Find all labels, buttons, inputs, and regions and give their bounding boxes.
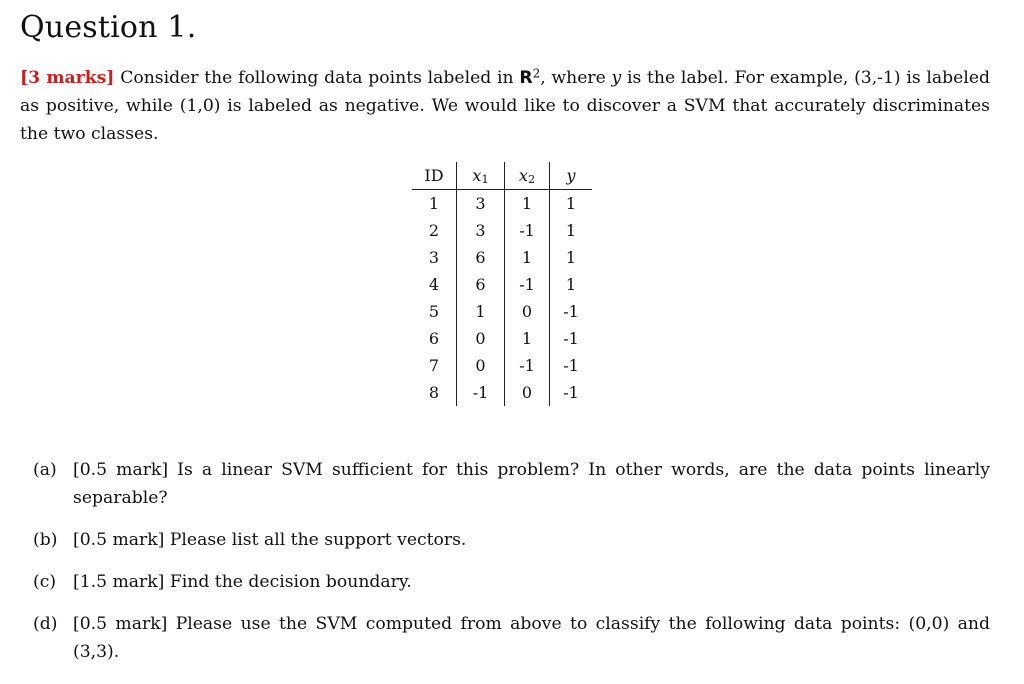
cell-x2: 1	[505, 244, 550, 271]
cell-x2: 0	[505, 298, 550, 325]
intro-text-2: , where	[540, 68, 612, 88]
cell-y: 1	[565, 248, 577, 267]
table-row	[412, 379, 592, 406]
sub-question-label: (b)	[33, 530, 58, 550]
cell-y: -1	[563, 383, 579, 402]
cell-y: 1	[565, 221, 577, 240]
question-heading: Question 1.	[20, 10, 197, 45]
sub-question-text: [0.5 mark] Is a linear SVM sufficient for this problem? In other words, are the data points linearly separable?	[73, 460, 990, 508]
cell-id: 6	[412, 325, 457, 352]
cell-y: 1	[565, 194, 577, 213]
question-intro	[20, 64, 990, 148]
cell-id: 8	[412, 379, 457, 406]
cell-x1: 0	[457, 352, 505, 379]
cell-y: -1	[563, 329, 579, 348]
cell-x2: 1	[505, 325, 550, 352]
header-x1	[457, 162, 505, 190]
table-row	[412, 298, 592, 325]
table-row	[412, 190, 592, 218]
cell-id: 5	[412, 298, 457, 325]
cell-x1: 1	[457, 298, 505, 325]
data-points-table	[412, 162, 592, 406]
sub-question-a	[33, 456, 990, 512]
cell-x1: 3	[457, 190, 505, 218]
sub-question-list	[33, 456, 990, 666]
header-x1-sub: 1	[481, 173, 489, 187]
sub-question-text: [1.5 mark] Find the decision boundary.	[73, 572, 412, 592]
cell-x1: 3	[457, 217, 505, 244]
cell-x1: 6	[457, 271, 505, 298]
table-row	[412, 325, 592, 352]
table-row	[412, 271, 592, 298]
cell-id: 4	[412, 271, 457, 298]
cell-x2: -1	[505, 352, 550, 379]
cell-x2: 0	[505, 379, 550, 406]
cell-y: -1	[563, 302, 579, 321]
table-row	[412, 352, 592, 379]
label-variable: y	[611, 68, 622, 88]
header-x2-sub: 2	[527, 173, 536, 187]
sub-question-text: [0.5 mark] Please list all the support vectors.	[73, 530, 467, 550]
cell-x1: 6	[457, 244, 505, 271]
cell-id: 7	[412, 352, 457, 379]
cell-y: -1	[563, 356, 579, 375]
header-y	[550, 162, 593, 190]
cell-x2: -1	[505, 217, 550, 244]
header-y-label: y	[566, 166, 576, 185]
table-row	[412, 244, 592, 271]
real-set-symbol: R	[519, 68, 533, 88]
cell-y: 1	[565, 275, 577, 294]
intro-text-3: is the label. For example, (3,-1) is labeled as positive, while (1,0) is labeled as negative. We would like to discover a SVM that accurately discriminates the two classes.	[20, 68, 991, 144]
header-x2-base: x	[518, 166, 528, 185]
cell-id: 3	[412, 244, 457, 271]
sub-question-label: (c)	[33, 572, 57, 592]
cell-id: 1	[412, 190, 457, 218]
cell-x1: -1	[457, 379, 505, 406]
sub-question-label: (d)	[33, 614, 58, 634]
cell-id: 2	[412, 217, 457, 244]
sub-question-d	[33, 610, 990, 666]
header-id: ID	[412, 162, 457, 190]
intro-text-1: Consider the following data points labeled in	[114, 68, 520, 88]
table-row	[412, 217, 592, 244]
real-set-power: 2	[532, 66, 541, 81]
cell-x1: 0	[457, 325, 505, 352]
header-x1-base: x	[472, 166, 482, 185]
sub-question-text: [0.5 mark] Please use the SVM computed from above to classify the following data points: (0,0) and (3,3).	[73, 614, 990, 662]
marks-label: [3 marks]	[20, 68, 115, 88]
sub-question-b	[33, 526, 990, 554]
cell-x2: -1	[505, 271, 550, 298]
sub-question-c	[33, 568, 990, 596]
cell-x2: 1	[505, 190, 550, 218]
table-header-row	[412, 162, 592, 190]
header-x2	[505, 162, 550, 190]
sub-question-label: (a)	[33, 460, 57, 480]
